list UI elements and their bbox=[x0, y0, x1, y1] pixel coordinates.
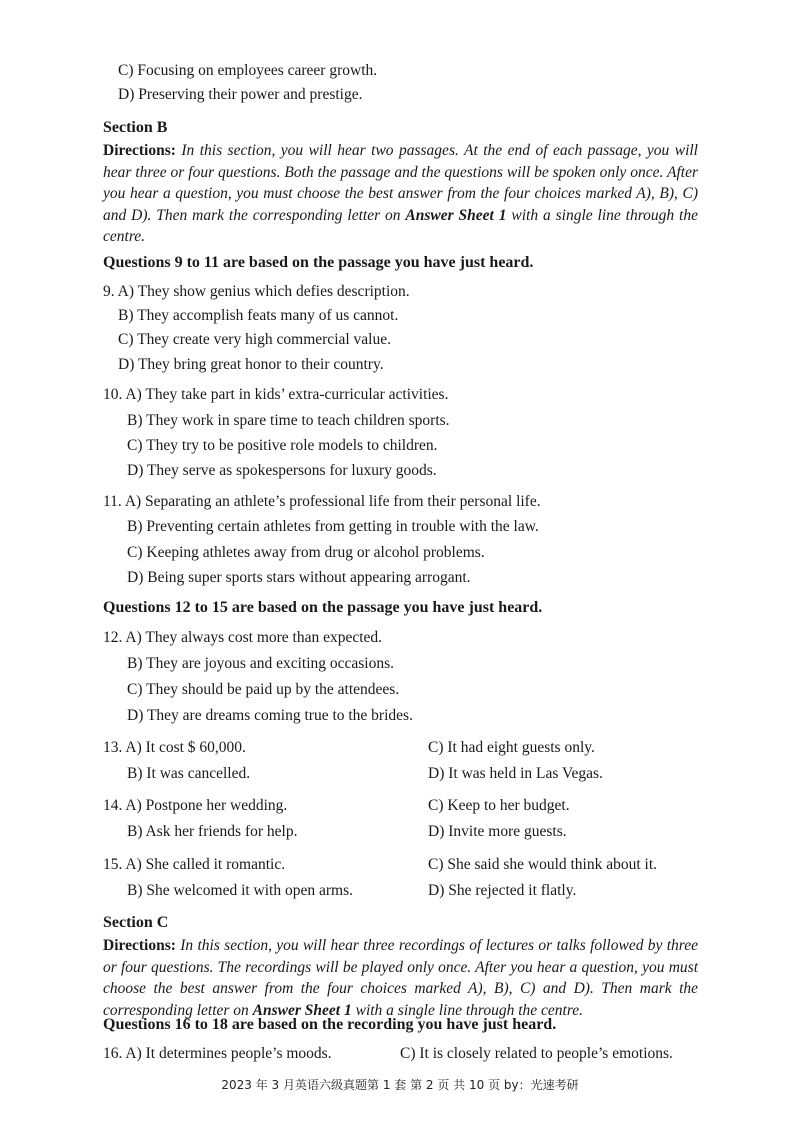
page-footer: 2023 年 3 月英语六级真题第 1 套 第 2 页 共 10 页 by：光速考研 bbox=[221, 1078, 579, 1092]
q9-option-a: 9. A) They show genius which defies description. bbox=[103, 283, 410, 300]
q14-option-c: C) Keep to her budget. bbox=[428, 797, 570, 814]
q10-option-c: C) They try to be positive role models to children. bbox=[127, 437, 438, 454]
answer-sheet-ref: Answer Sheet 1 bbox=[405, 206, 507, 224]
directions-text: In this section, you will hear three recordings of lectures or talks followed by three or four questions. The recordings will be played only once. After you hear a question, you must choose the best answer from the four choices marked A), B), C) and D). Then mark the corresponding letter on bbox=[103, 937, 698, 1019]
q15-option-d: D) She rejected it flatly. bbox=[428, 882, 577, 899]
q14-option-a: 14. A) Postpone her wedding. bbox=[103, 797, 288, 814]
q13-option-c: C) It had eight guests only. bbox=[428, 739, 595, 756]
q8-option-d: D) Preserving their power and prestige. bbox=[118, 86, 363, 103]
q10-option-b: B) They work in spare time to teach children sports. bbox=[127, 412, 450, 429]
answer-sheet-ref: Answer Sheet 1 bbox=[252, 1001, 352, 1019]
q11-option-d: D) Being super sports stars without appearing arrogant. bbox=[127, 569, 471, 586]
q15-option-c: C) She said she would think about it. bbox=[428, 856, 658, 873]
q12-option-b: B) They are joyous and exciting occasions. bbox=[127, 655, 395, 672]
questions-9-11-heading: Questions 9 to 11 are based on the passage you have just heard. bbox=[103, 254, 534, 271]
section-b-directions bbox=[103, 140, 698, 248]
q12-option-d: D) They are dreams coming true to the brides. bbox=[127, 707, 413, 724]
section-c-directions bbox=[103, 935, 698, 1021]
q11-option-a: 11. A) Separating an athlete’s professional life from their personal life. bbox=[103, 493, 541, 510]
directions-label: Directions: bbox=[103, 142, 176, 159]
q13-option-d: D) It was held in Las Vegas. bbox=[428, 765, 603, 782]
q16-option-c: C) It is closely related to people’s emotions. bbox=[400, 1045, 673, 1062]
q10-option-a: 10. A) They take part in kids’ extra-curricular activities. bbox=[103, 386, 449, 403]
q9-option-b: B) They accomplish feats many of us cannot. bbox=[118, 307, 399, 324]
q13-option-b: B) It was cancelled. bbox=[127, 765, 251, 782]
q9-option-d: D) They bring great honor to their country. bbox=[118, 356, 384, 373]
q8-option-c: C) Focusing on employees career growth. bbox=[118, 62, 378, 79]
q13-option-a: 13. A) It cost $ 60,000. bbox=[103, 739, 246, 756]
section-b-title: Section B bbox=[103, 119, 168, 136]
section-c-title: Section C bbox=[103, 914, 169, 931]
q11-option-b: B) Preventing certain athletes from getting in trouble with the law. bbox=[127, 518, 539, 535]
q14-option-b: B) Ask her friends for help. bbox=[127, 823, 298, 840]
q9-option-c: C) They create very high commercial value. bbox=[118, 331, 391, 348]
questions-16-18-heading: Questions 16 to 18 are based on the recording you have just heard. bbox=[103, 1016, 557, 1033]
q12-option-a: 12. A) They always cost more than expected. bbox=[103, 629, 383, 646]
q14-option-d: D) Invite more guests. bbox=[428, 823, 567, 840]
q10-option-d: D) They serve as spokespersons for luxury goods. bbox=[127, 462, 437, 479]
directions-label: Directions: bbox=[103, 937, 176, 954]
directions-text-end: with a single line through the centre. bbox=[351, 1001, 584, 1019]
q15-option-b: B) She welcomed it with open arms. bbox=[127, 882, 353, 899]
q11-option-c: C) Keeping athletes away from drug or alcohol problems. bbox=[127, 544, 485, 561]
q12-option-c: C) They should be paid up by the attendees. bbox=[127, 681, 400, 698]
questions-12-15-heading: Questions 12 to 15 are based on the passage you have just heard. bbox=[103, 599, 543, 616]
q16-option-a: 16. A) It determines people’s moods. bbox=[103, 1045, 332, 1062]
directions-text: In this section, you will hear two passages. At the end of each passage, you will hear three or four questions. Both the passage and the questions will be spoken only once. After you hear a question, you must choose the best answer from the four choices marked A), B), C) and D). Then mark the corresponding letter on bbox=[103, 142, 698, 224]
directions-text-end: with a single line through the centre. bbox=[103, 206, 698, 245]
q15-option-a: 15. A) She called it romantic. bbox=[103, 856, 286, 873]
